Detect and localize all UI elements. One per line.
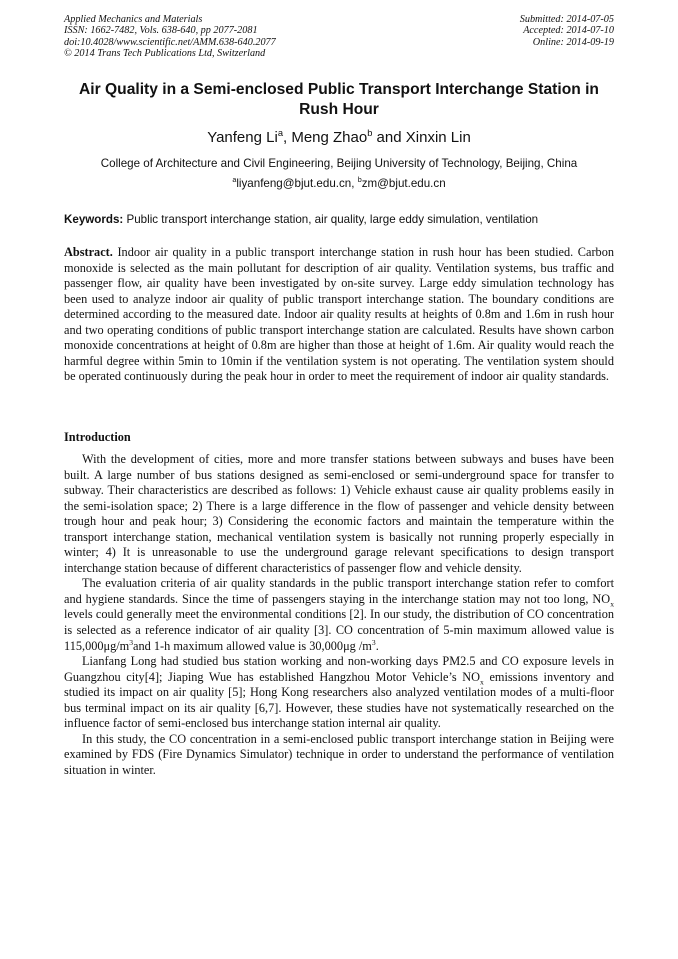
copyright-line: © 2014 Trans Tech Publications Ltd, Switzerland	[64, 47, 266, 59]
author-list	[0, 129, 678, 147]
author-1-affil-mark: a	[277, 128, 283, 138]
author-2: Meng Zhao	[291, 129, 368, 146]
abstract	[64, 245, 614, 385]
intro-p2-text: levels could generally meet the environmental conditions [2]. In our study, the distribution of CO concentration is selected as a reference indicator of air quality [3]. CO concentration of 5-min maximum allowed value is 115,000μg/m	[64, 607, 614, 653]
intro-p3-text: emissions inventory and studied its impact on air quality [5]; Hong Kong researchers also analyzed ventilation modes of a multi-floor bus terminal impact on its air quality [6,7]. However, these studies have not systematically researched on the influence factor of semi-enclosed bus interchange station internal air quality.	[64, 669, 614, 731]
intro-paragraph-4: In this study, the CO concentration in a semi-enclosed public transport interchange station in Beijing were examined by FDS (Fire Dynamics Simulator) technique in order to understand the performance of ventilation situation in winter.	[64, 731, 614, 777]
superscript-3: 3	[129, 637, 134, 647]
accepted-date: Accepted: 2014-07-10	[523, 25, 614, 37]
author-1: Yanfeng Li	[207, 129, 278, 146]
paper-title: Air Quality in a Semi-enclosed Public Transport Interchange Station in Rush Hour	[79, 81, 599, 118]
online-date: Online: 2014-09-19	[532, 36, 614, 48]
email-2: zm@bjut.edu.cn	[361, 177, 446, 190]
email-2-mark: b	[357, 175, 362, 185]
author-2-affil-mark: b	[367, 128, 373, 138]
intro-paragraph-2	[64, 576, 614, 654]
keywords-text: Public transport interchange station, air quality, large eddy simulation, ventilation	[123, 213, 539, 226]
abstract-text: Indoor air quality in a public transport interchange station in rush hour has been studied. Carbon monoxide is selected as the main pollutant for description of air quality. Ventilation systems, bus traffic and passenger flow, air quality have been investigated by on-site survey. Large eddy simulation technology has been used to analyze indoor air quality of public transport interchange station. The boundary conditions are determined according to the measured date. Indoor air quality results at heights of 0.8m and 1.6m in rush hour and two operating conditions of public transport interchange station are calculated. Results have shown carbon monoxide concentrations at height of 0.8m are higher than those at height of 1.6m. Air quality would reach the harmful degree within 5min to 10min if the ventilation system is not operating. The ventilation system should be operated continuously during the peak hour in order to meet the requirement of indoor air quality standards.	[64, 245, 614, 384]
author-separator: ,	[282, 129, 292, 146]
intro-p3-text: Lianfang Long had studied bus station working and non-working days PM2.5 and CO exposure levels in Guangzhou city[4]; Jiaping Wue has established Hangzhou Motor Vehicle’s NO	[64, 654, 614, 684]
submitted-date: Submitted: 2014-07-05	[519, 14, 614, 25]
author-emails	[0, 177, 678, 191]
email-separator: ,	[351, 177, 358, 190]
intro-paragraph-3	[64, 654, 614, 732]
superscript-3: 3	[371, 637, 376, 647]
intro-p2-text: .	[375, 638, 379, 653]
author-3: Xinxin Lin	[405, 129, 471, 146]
subscript-x: x	[610, 599, 614, 609]
intro-p2-text: and 1-h maximum allowed value is 30,000μg /m	[133, 638, 372, 653]
subscript-x: x	[480, 677, 484, 687]
abstract-label: Abstract.	[64, 245, 113, 259]
doi-line: doi:10.4028/www.scientific.net/AMM.638-640.2077	[64, 36, 276, 48]
intro-p2-text: The evaluation criteria of air quality standards in the public transport interchange station refer to comfort and hygiene standards. Since the time of passengers staying in the interchange station may not too long, NO	[64, 576, 614, 606]
intro-paragraph-1: With the development of cities, more and more transfer stations between subways and buses have been built. A large number of bus stations designed as semi-enclosed or semi-underground space for transfer to subway. Their characteristics are described as follows: 1) Vehicle exhaust cause air quality problems easily in the semi-isolation space; 2) There is a large difference in the flow of passenger and vehicle density between trough hour and peak hour; 3) Considering the economic factors and maintain the temperature within the transport interchange station, mechanical ventilation system is basically not running properly especially in winter; 4) It is unreasonable to use the underground garage relevant specifications to design transport interchange station because of different characteristics of passenger flow and vehicle density.	[64, 452, 614, 575]
email-1: liyanfeng@bjut.edu.cn	[236, 177, 352, 190]
journal-header-right	[520, 14, 614, 48]
email-1-mark: a	[232, 175, 237, 185]
keywords-label: Keywords:	[64, 213, 124, 226]
issn-line: ISSN: 1662-7482, Vols. 638-640, pp 2077-2081	[64, 25, 258, 37]
keywords	[64, 213, 624, 227]
author-separator: and	[372, 129, 406, 146]
affiliation: College of Architecture and Civil Engineering, Beijing University of Technology, Beijing, China	[100, 157, 578, 170]
journal-header-left	[64, 14, 276, 59]
introduction-body	[64, 452, 614, 778]
section-heading-introduction: Introduction	[64, 430, 131, 444]
journal-name: Applied Mechanics and Materials	[64, 14, 203, 25]
